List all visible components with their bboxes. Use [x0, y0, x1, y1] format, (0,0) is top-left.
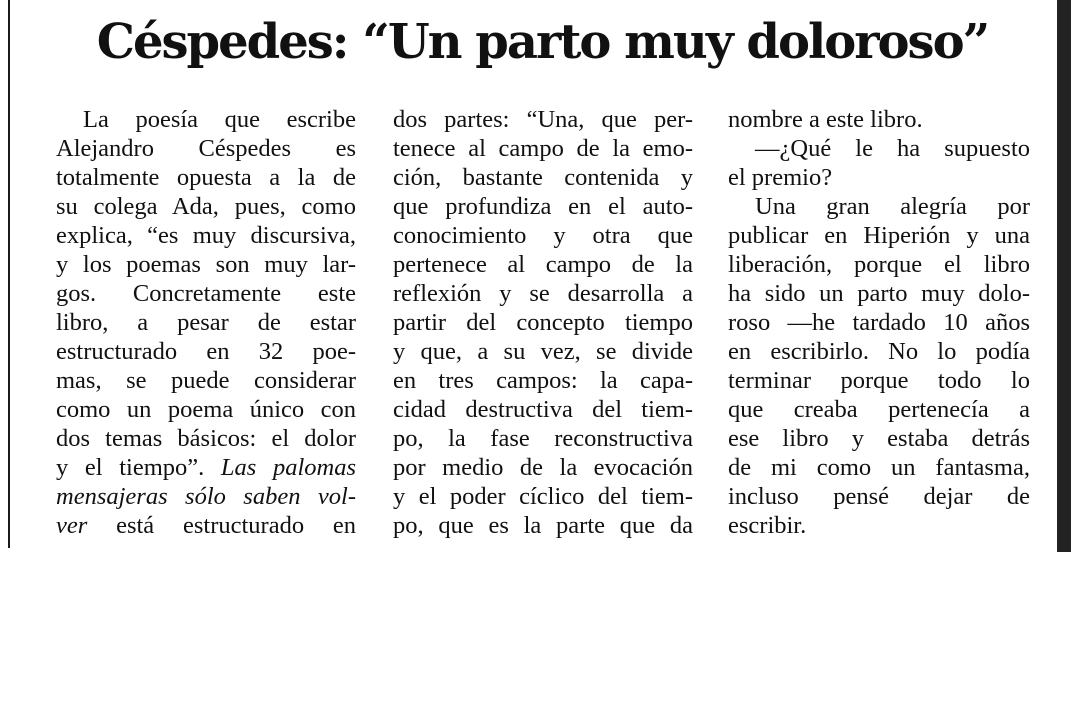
- text-line: [393, 482, 693, 511]
- book-title-italic: mensajeras sólo saben vol-: [56, 483, 356, 510]
- line-text: ha sido un parto muy dolo-: [728, 280, 1030, 307]
- text-line: [56, 279, 356, 308]
- text-line: [728, 308, 1030, 337]
- text-line: [56, 105, 356, 134]
- line-text: partir del concepto tiempo: [393, 309, 693, 336]
- text-line: [393, 221, 693, 250]
- line-text: tenece al campo de la emo-: [393, 135, 693, 162]
- text-line: [728, 279, 1030, 308]
- text-line: [728, 424, 1030, 453]
- article-column-2: [393, 105, 693, 540]
- text-line: [56, 192, 356, 221]
- text-line: [56, 163, 356, 192]
- line-text: terminar porque todo lo: [728, 367, 1030, 394]
- line-text: y que, a su vez, se divide: [393, 338, 693, 365]
- line-text: libro, a pesar de estar: [56, 309, 356, 336]
- text-line: [393, 366, 693, 395]
- line-text: po, que es la parte que da: [393, 512, 693, 539]
- book-title-italic: Las palomas: [220, 454, 356, 481]
- line-text: nombre a este libro.: [728, 106, 923, 133]
- line-text: reflexión y se desarrolla a: [393, 280, 693, 307]
- line-text: Alejandro Céspedes es: [56, 135, 356, 162]
- line-text: de mi como un fantasma,: [728, 454, 1030, 481]
- text-line: [393, 279, 693, 308]
- article-column-3: [728, 105, 1030, 540]
- book-title-italic: ver: [56, 512, 88, 539]
- text-line: [393, 192, 693, 221]
- text-line: [728, 453, 1030, 482]
- text-line: [393, 163, 693, 192]
- line-text: cidad destructiva del tiem-: [393, 396, 693, 423]
- line-text: Una gran alegría por: [755, 193, 1030, 220]
- right-edge-bar: [1057, 0, 1071, 552]
- line-text: liberación, porque el libro: [728, 251, 1030, 278]
- text-line: [728, 221, 1030, 250]
- line-text: pertenece al campo de la: [393, 251, 693, 278]
- line-text: explica, “es muy discursiva,: [56, 222, 356, 249]
- line-text: roso —he tardado 10 años: [728, 309, 1030, 336]
- text-line: [56, 424, 356, 453]
- line-text: y el tiempo”.: [56, 454, 221, 481]
- line-text: incluso pensé dejar de: [728, 483, 1030, 510]
- line-text: gos. Concretamente este: [56, 280, 356, 307]
- text-line: [728, 192, 1030, 221]
- line-text: publicar en Hiperión y una: [728, 222, 1030, 249]
- text-line: [393, 337, 693, 366]
- text-line: [393, 250, 693, 279]
- line-text: ese libro y estaba detrás: [728, 425, 1030, 452]
- line-text: el premio?: [728, 164, 833, 191]
- line-text: que profundiza en el auto-: [393, 193, 693, 220]
- line-text: po, la fase reconstructiva: [393, 425, 693, 452]
- text-line: [56, 511, 356, 540]
- text-line: [393, 308, 693, 337]
- line-text: por medio de la evocación: [393, 454, 693, 481]
- line-text: La poesía que escribe: [83, 106, 356, 133]
- text-line: [56, 395, 356, 424]
- text-line: [728, 250, 1030, 279]
- line-text: conocimiento y otra que: [393, 222, 693, 249]
- text-line: [728, 134, 1030, 163]
- line-text: su colega Ada, pues, como: [56, 193, 356, 220]
- text-line: [728, 163, 1030, 192]
- text-line: [728, 337, 1030, 366]
- text-line: [56, 482, 356, 511]
- line-text: en tres campos: la capa-: [393, 367, 693, 394]
- line-text: está estructurado en: [87, 512, 356, 539]
- text-line: [393, 453, 693, 482]
- text-line: [393, 511, 693, 540]
- text-line: [393, 395, 693, 424]
- line-text: en escribirlo. No lo podía: [728, 338, 1030, 365]
- headline: Céspedes: “Un parto muy doloroso”: [96, 14, 989, 70]
- line-text: —¿Qué le ha supuesto: [755, 135, 1030, 162]
- text-line: [728, 511, 1030, 540]
- line-text: escribir.: [728, 512, 807, 539]
- text-line: [56, 221, 356, 250]
- text-line: [393, 134, 693, 163]
- text-line: [56, 366, 356, 395]
- text-line: [393, 424, 693, 453]
- text-line: [56, 337, 356, 366]
- line-text: mas, se puede considerar: [56, 367, 356, 394]
- line-text: como un poema único con: [56, 396, 356, 423]
- line-text: dos temas básicos: el dolor: [56, 425, 356, 452]
- text-line: [56, 308, 356, 337]
- line-text: y el poder cíclico del tiem-: [393, 483, 693, 510]
- line-text: ción, bastante contenida y: [393, 164, 693, 191]
- line-text: dos partes: “Una, que per-: [393, 106, 693, 133]
- text-line: [393, 105, 693, 134]
- line-text: totalmente opuesta a la de: [56, 164, 356, 191]
- text-line: [728, 482, 1030, 511]
- article-column-1: [56, 105, 356, 540]
- line-text: que creaba pertenecía a: [728, 396, 1030, 423]
- text-line: [56, 134, 356, 163]
- text-line: [56, 453, 356, 482]
- left-column-rule: [8, 0, 10, 548]
- text-line: [56, 250, 356, 279]
- line-text: estructurado en 32 poe-: [56, 338, 356, 365]
- text-line: [728, 395, 1030, 424]
- text-line: [728, 105, 1030, 134]
- text-line: [728, 366, 1030, 395]
- line-text: y los poemas son muy lar-: [56, 251, 356, 278]
